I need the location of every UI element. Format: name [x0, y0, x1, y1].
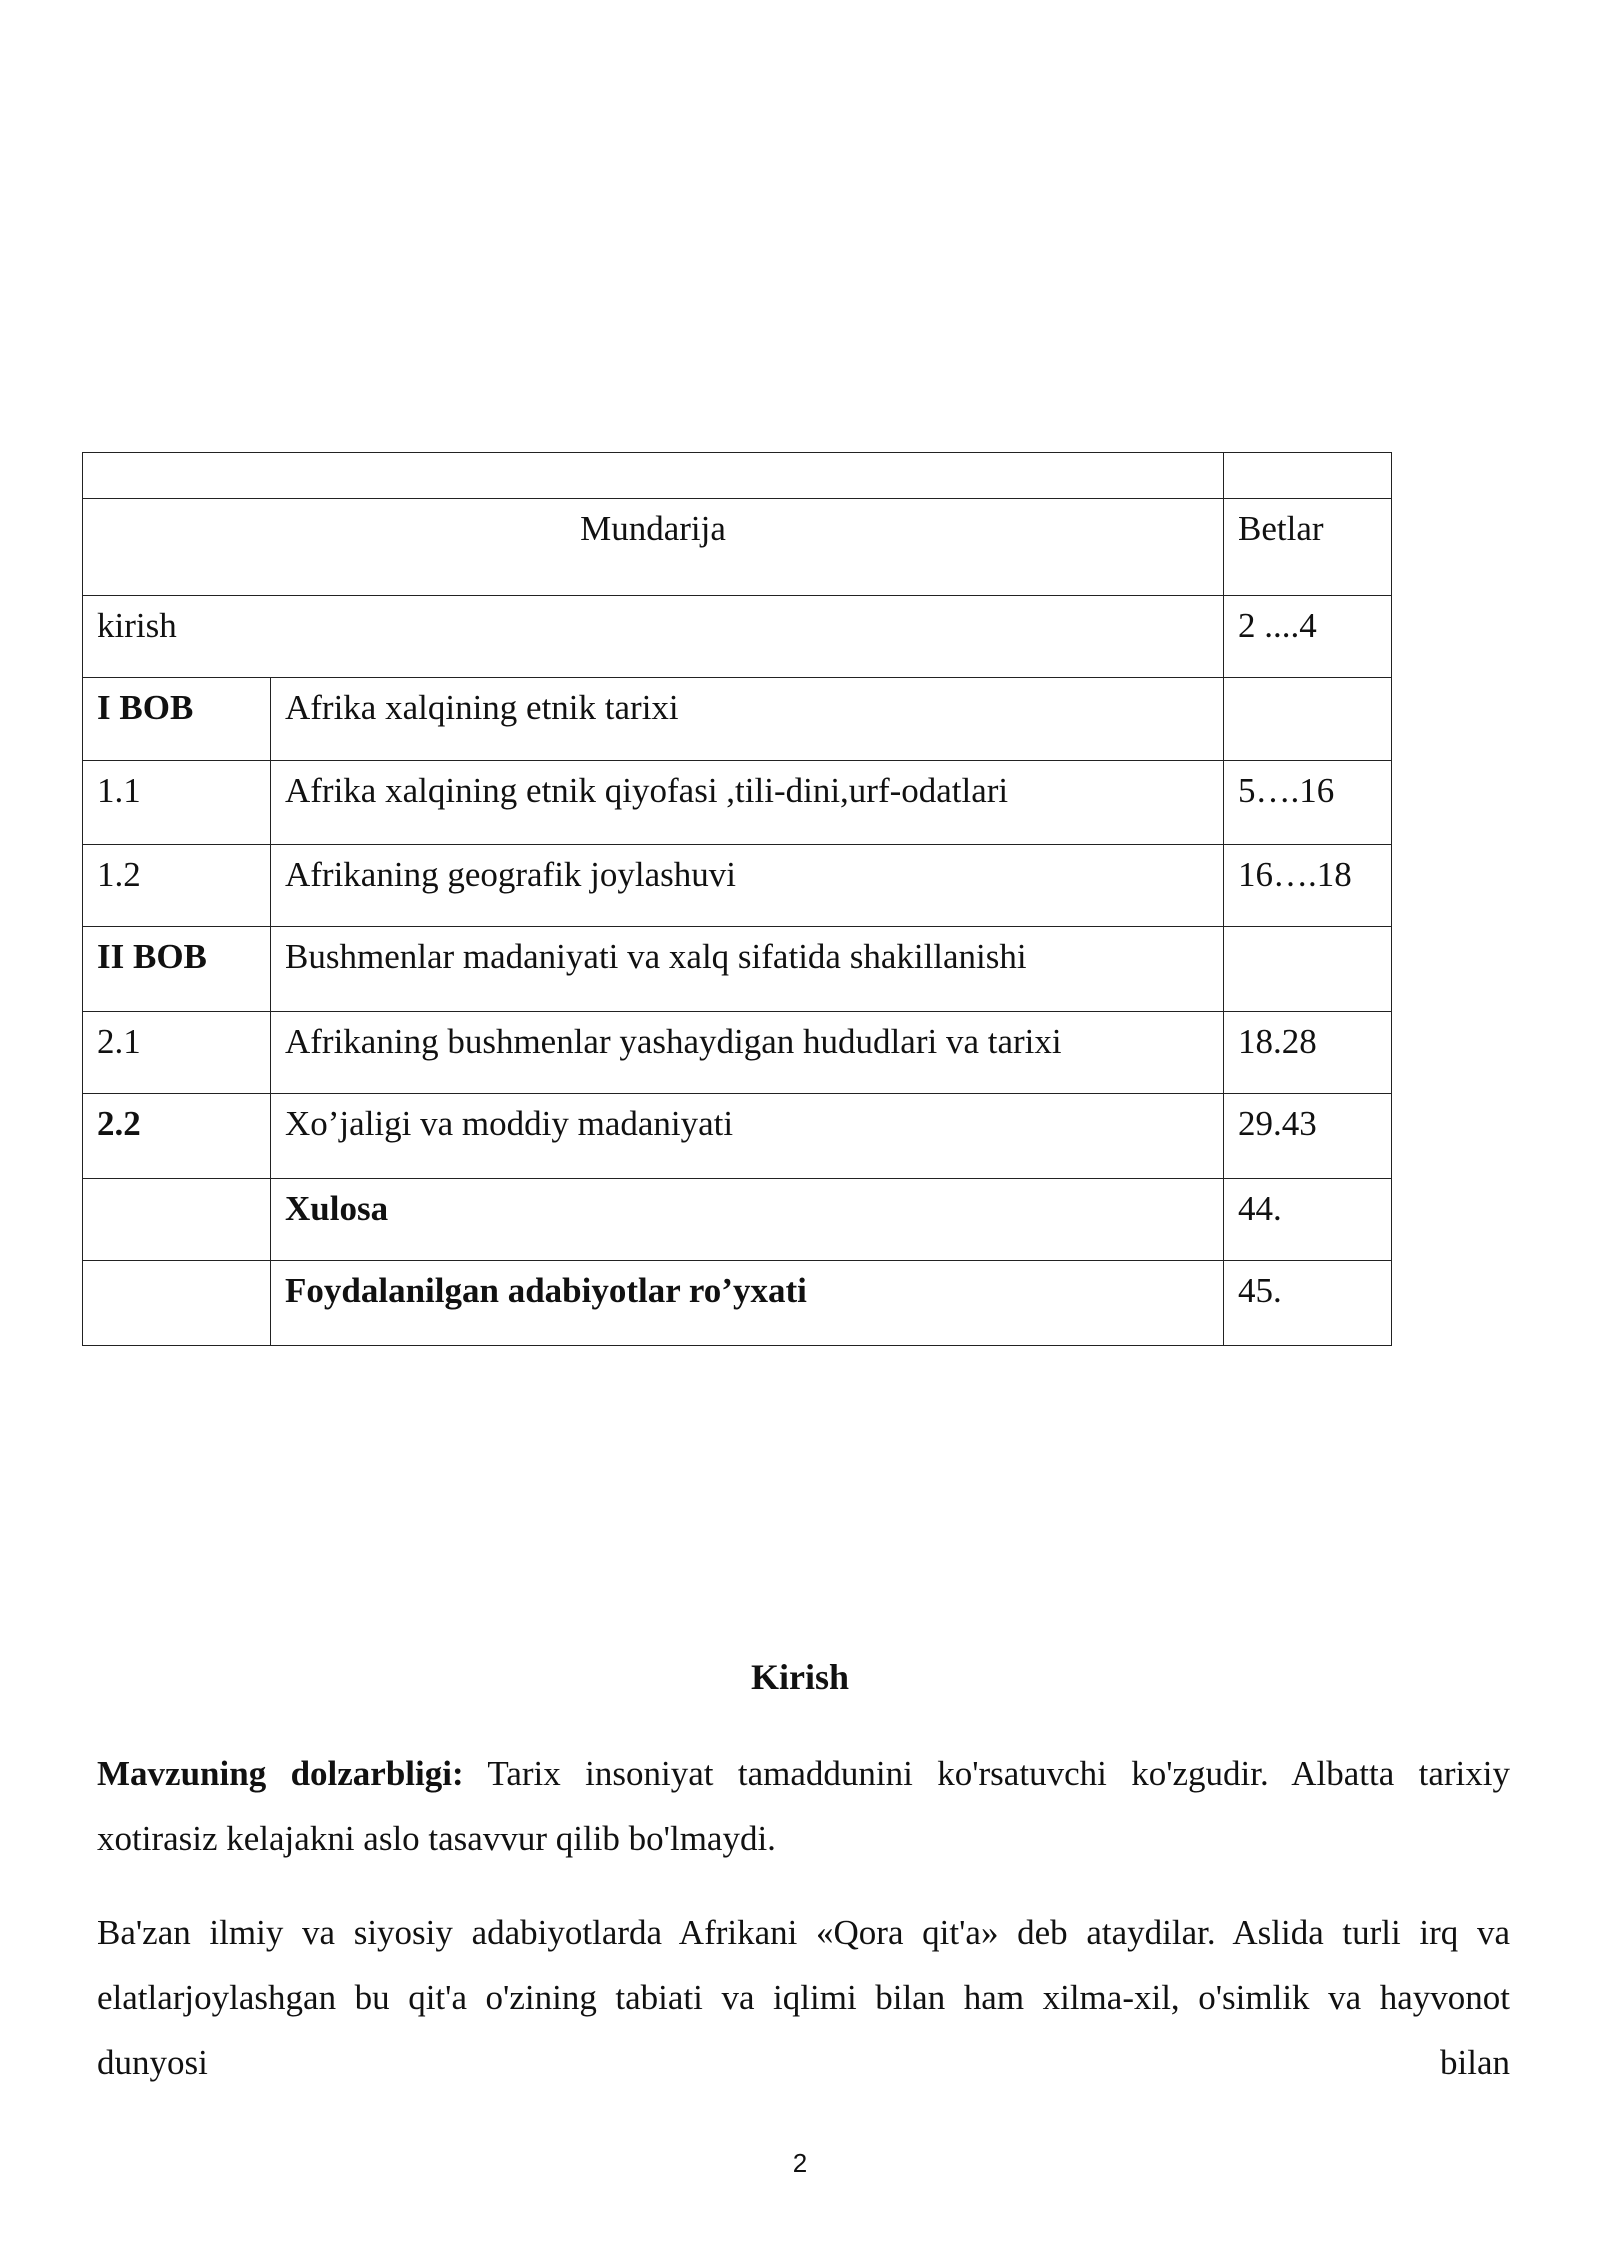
toc-empty-row	[83, 453, 1392, 499]
toc-row-title: Afrika xalqining etnik tarixi	[271, 678, 1224, 761]
section-heading: Kirish	[750, 1657, 849, 1697]
toc-row-number	[83, 1179, 271, 1261]
toc-row-pages: 44.	[1224, 1179, 1392, 1261]
toc-row-number	[83, 1261, 271, 1346]
toc-row-number: 1.2	[83, 845, 271, 927]
paragraph-relevance	[97, 1741, 1510, 1871]
toc-row	[83, 1094, 1392, 1179]
toc-row	[83, 1179, 1392, 1261]
toc-row	[83, 678, 1392, 761]
toc-pages-header: Betlar	[1224, 499, 1392, 596]
toc-row-pages: 29.43	[1224, 1094, 1392, 1179]
toc-row-title: Afrika xalqining etnik qiyofasi ,tili-dini,urf-odatlari	[271, 761, 1224, 845]
toc-row	[83, 845, 1392, 927]
paragraph-text: Tarix insoniyat tamaddunini ko'rsatuvchi ko'zgudir. Albatta tarixiy xotirasiz kelajakni aslo tasavvur qilib bo'lmaydi.	[97, 1754, 1510, 1858]
toc-row-pages	[1224, 678, 1392, 761]
toc-row-pages	[1224, 927, 1392, 1012]
toc-row-number: 1.1	[83, 761, 271, 845]
toc-header-row	[83, 499, 1392, 596]
toc-row-title: Bushmenlar madaniyati va xalq sifatida shakillanishi	[271, 927, 1224, 1012]
toc-empty-cell	[83, 453, 1224, 499]
toc-intro-pages: 2 ....4	[1224, 596, 1392, 678]
toc-row-number: 2.1	[83, 1012, 271, 1094]
toc-row	[83, 761, 1392, 845]
toc-row	[83, 1261, 1392, 1346]
toc-row-title: Afrikaning geografik joylashuvi	[271, 845, 1224, 927]
toc-row-pages: 5….16	[1224, 761, 1392, 845]
toc-row	[83, 1012, 1392, 1094]
toc-intro-label: kirish	[83, 596, 1224, 678]
toc-row	[83, 927, 1392, 1012]
page-number: 2	[792, 2148, 808, 2178]
toc-title: Mundarija	[83, 499, 1224, 596]
paragraph-africa: Ba'zan ilmiy va siyosiy adabiyotlarda Afrikani «Qora qit'a» deb ataydilar. Aslida turli irq va elatlarjoylashgan bu qit'a o'zining tabiati va iqlimi bilan ham xilma-xil, o'simlik va hayvonot dunyosi bilan	[97, 1913, 1510, 2082]
toc-intro-row	[83, 596, 1392, 678]
toc-row-pages: 18.28	[1224, 1012, 1392, 1094]
toc-row-title: Afrikaning bushmenlar yashaydigan hududlari va tarixi	[271, 1012, 1224, 1094]
toc-row-number: 2.2	[83, 1094, 271, 1179]
toc-row-title: Xo’jaligi va moddiy madaniyati	[271, 1094, 1224, 1179]
toc-row-number: II BOB	[83, 927, 271, 1012]
toc-row-title: Foydalanilgan adabiyotlar ro’yxati	[271, 1261, 1224, 1346]
table-of-contents	[82, 452, 1392, 1346]
paragraph-lead-label: Mavzuning dolzarbligi:	[97, 1754, 464, 1793]
toc-row-number: I BOB	[83, 678, 271, 761]
toc-empty-cell	[1224, 453, 1392, 499]
toc-row-pages: 45.	[1224, 1261, 1392, 1346]
toc-row-title: Xulosa	[271, 1179, 1224, 1261]
toc-row-pages: 16….18	[1224, 845, 1392, 927]
